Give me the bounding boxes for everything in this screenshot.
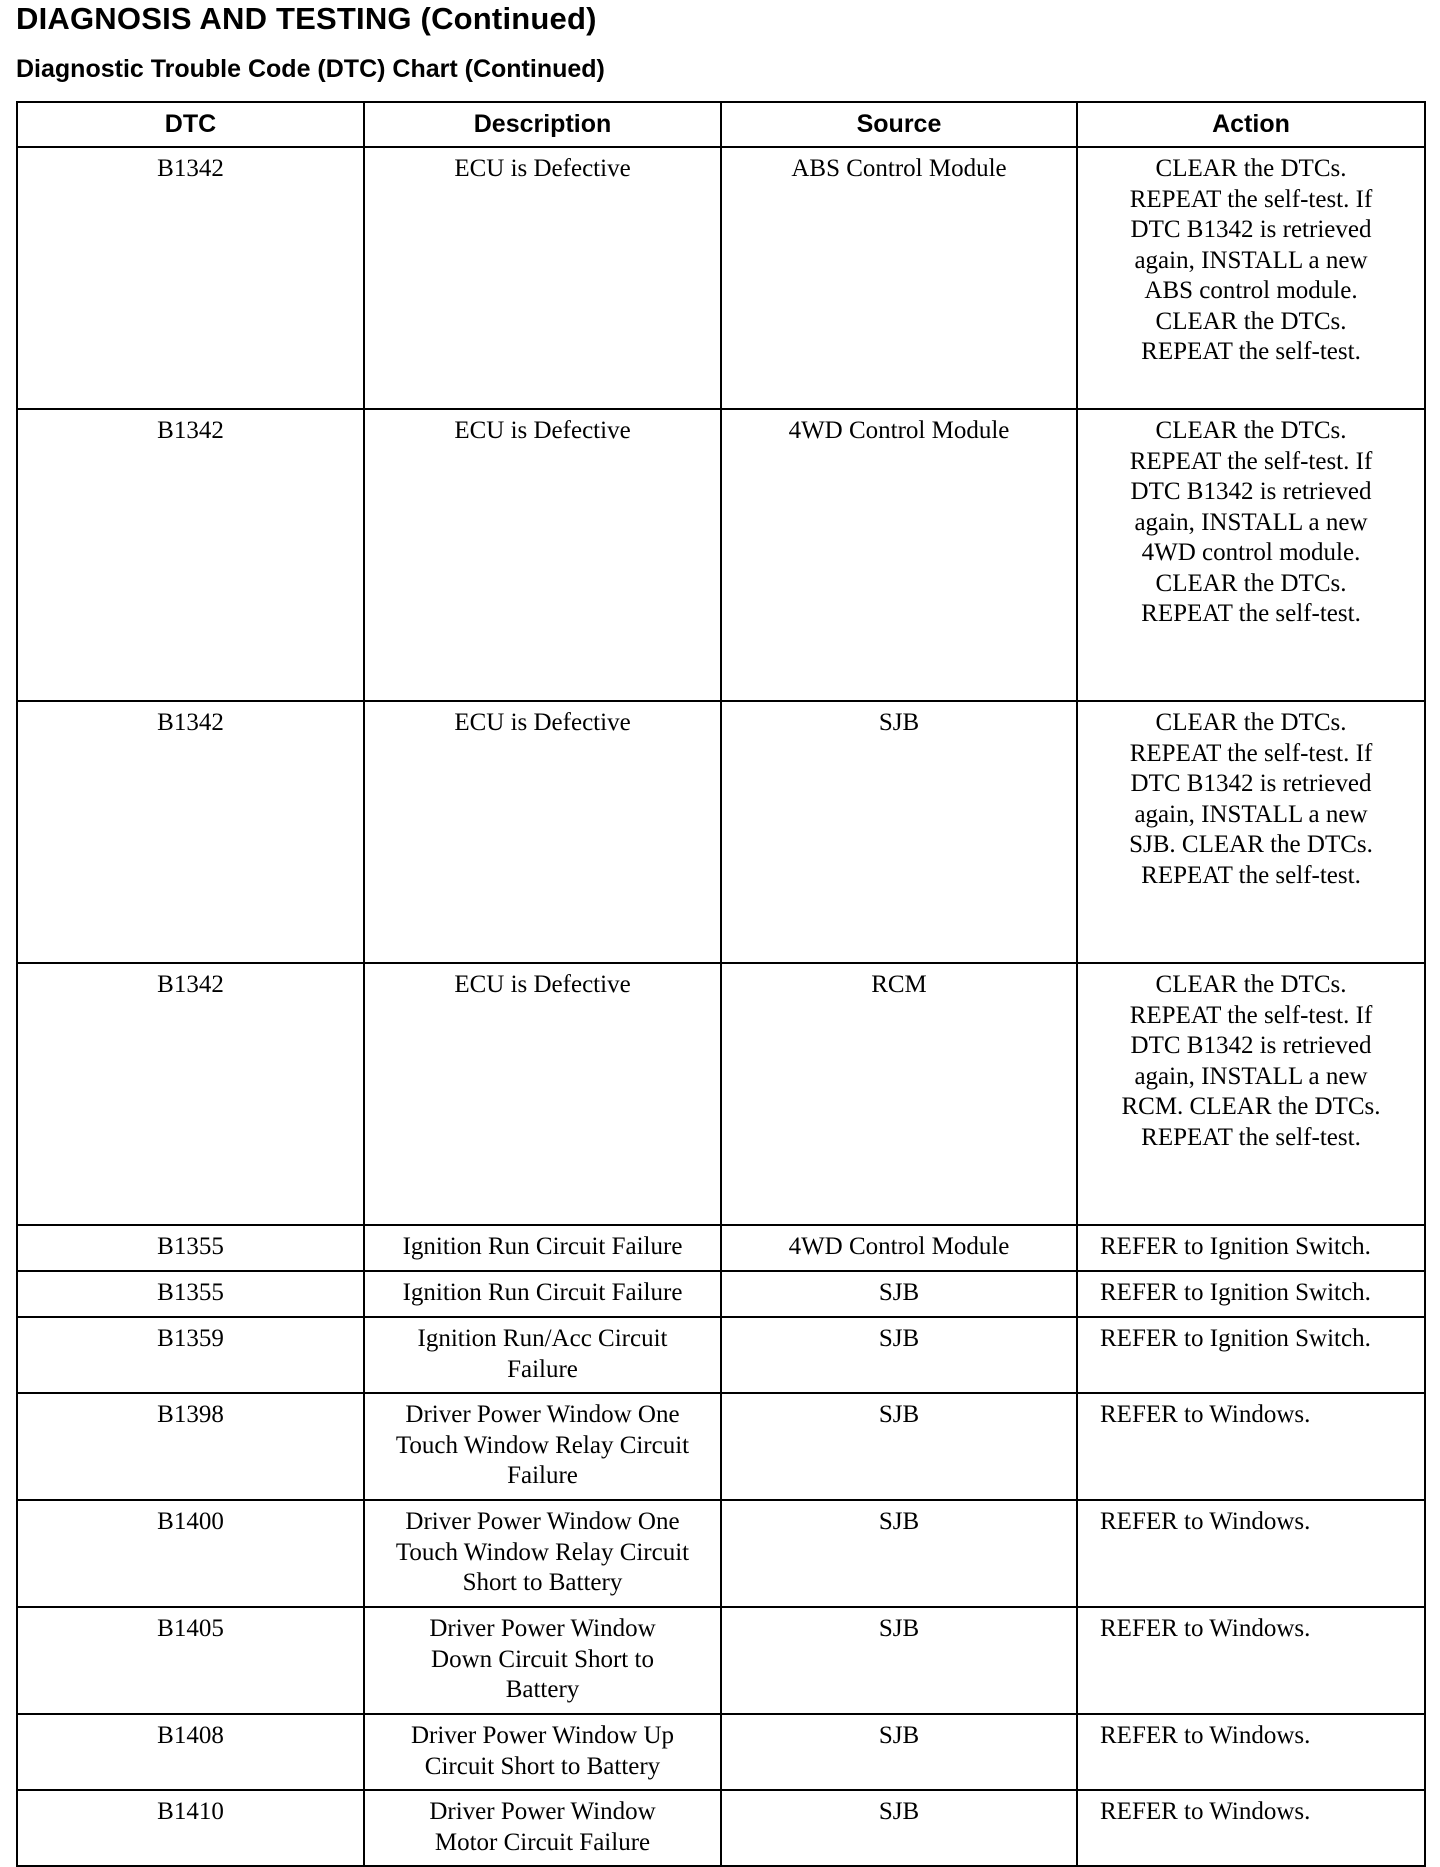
source-cell: SJB (721, 1714, 1077, 1790)
dtc-cell: B1342 (17, 963, 364, 1225)
action-text: CLEAR the DTCs. REPEAT the self-test. If DTC B1342 is retrieved again, INSTALL a new SJB. CLEAR the DTCs. REPEAT the self-test. (1129, 709, 1373, 889)
description-cell: ECU is Defective (364, 409, 721, 701)
table-row (17, 1317, 1425, 1393)
action-text: CLEAR the DTCs. REPEAT the self-test. If DTC B1342 is retrieved again, INSTALL a new 4WD control module. CLEAR the DTCs. REPEAT the self-test. (1129, 417, 1373, 627)
table-row (17, 147, 1425, 409)
column-header-source: Source (721, 102, 1077, 147)
dtc-cell: B1410 (17, 1790, 364, 1866)
description-cell: ECU is Defective (364, 963, 721, 1225)
description-cell: Driver Power Window Up Circuit Short to Battery (364, 1714, 721, 1790)
table-row (17, 1790, 1425, 1866)
action-cell: REFER to Windows. (1077, 1790, 1425, 1866)
action-cell: REFER to Windows. (1077, 1607, 1425, 1714)
description-cell: Ignition Run/Acc Circuit Failure (364, 1317, 721, 1393)
column-header-dtc: DTC (17, 102, 364, 147)
description-cell: Driver Power Window Down Circuit Short to Battery (364, 1607, 721, 1714)
source-cell: 4WD Control Module (721, 409, 1077, 701)
page-subtitle: Diagnostic Trouble Code (DTC) Chart (Continued) (16, 55, 605, 83)
header-row (17, 102, 1425, 147)
action-text: CLEAR the DTCs. REPEAT the self-test. If DTC B1342 is retrieved again, INSTALL a new ABS control module. CLEAR the DTCs. REPEAT the self-test. (1129, 155, 1373, 365)
description-cell: Ignition Run Circuit Failure (364, 1225, 721, 1271)
action-cell: REFER to Ignition Switch. (1077, 1317, 1425, 1393)
action-cell: REFER to Windows. (1077, 1500, 1425, 1607)
dtc-cell: B1400 (17, 1500, 364, 1607)
table-row (17, 1225, 1425, 1271)
action-cell (1077, 409, 1425, 701)
source-cell: RCM (721, 963, 1077, 1225)
dtc-cell: B1359 (17, 1317, 364, 1393)
source-cell: SJB (721, 1317, 1077, 1393)
source-cell: SJB (721, 1393, 1077, 1500)
dtc-cell: B1355 (17, 1271, 364, 1317)
action-cell (1077, 701, 1425, 963)
dtc-cell: B1342 (17, 147, 364, 409)
table-row (17, 963, 1425, 1225)
dtc-cell: B1355 (17, 1225, 364, 1271)
description-cell: Driver Power Window One Touch Window Relay Circuit Failure (364, 1393, 721, 1500)
column-header-description: Description (364, 102, 721, 147)
table-header (17, 102, 1425, 147)
action-cell: REFER to Windows. (1077, 1393, 1425, 1500)
action-text: CLEAR the DTCs. REPEAT the self-test. If DTC B1342 is retrieved again, INSTALL a new RCM. CLEAR the DTCs. REPEAT the self-test. (1121, 971, 1381, 1151)
action-cell: REFER to Ignition Switch. (1077, 1225, 1425, 1271)
page-title: DIAGNOSIS AND TESTING (Continued) (16, 1, 597, 36)
description-cell: Driver Power Window Motor Circuit Failure (364, 1790, 721, 1866)
source-cell: ABS Control Module (721, 147, 1077, 409)
table-row (17, 701, 1425, 963)
dtc-cell: B1342 (17, 701, 364, 963)
description-cell: Driver Power Window One Touch Window Relay Circuit Short to Battery (364, 1500, 721, 1607)
table-row (17, 1271, 1425, 1317)
table-row (17, 1714, 1425, 1790)
table-body (17, 147, 1425, 1866)
description-cell: ECU is Defective (364, 701, 721, 963)
action-cell: REFER to Ignition Switch. (1077, 1271, 1425, 1317)
action-cell (1077, 963, 1425, 1225)
source-cell: SJB (721, 1271, 1077, 1317)
source-cell: SJB (721, 1500, 1077, 1607)
source-cell: SJB (721, 701, 1077, 963)
dtc-cell: B1405 (17, 1607, 364, 1714)
action-cell: REFER to Windows. (1077, 1714, 1425, 1790)
column-header-action: Action (1077, 102, 1425, 147)
source-cell: SJB (721, 1790, 1077, 1866)
description-cell: Ignition Run Circuit Failure (364, 1271, 721, 1317)
table-row (17, 1500, 1425, 1607)
table-row (17, 409, 1425, 701)
action-cell (1077, 147, 1425, 409)
dtc-cell: B1342 (17, 409, 364, 701)
table-row (17, 1607, 1425, 1714)
description-cell: ECU is Defective (364, 147, 721, 409)
dtc-chart-table (16, 101, 1426, 1867)
source-cell: SJB (721, 1607, 1077, 1714)
dtc-cell: B1398 (17, 1393, 364, 1500)
dtc-cell: B1408 (17, 1714, 364, 1790)
table-row (17, 1393, 1425, 1500)
source-cell: 4WD Control Module (721, 1225, 1077, 1271)
